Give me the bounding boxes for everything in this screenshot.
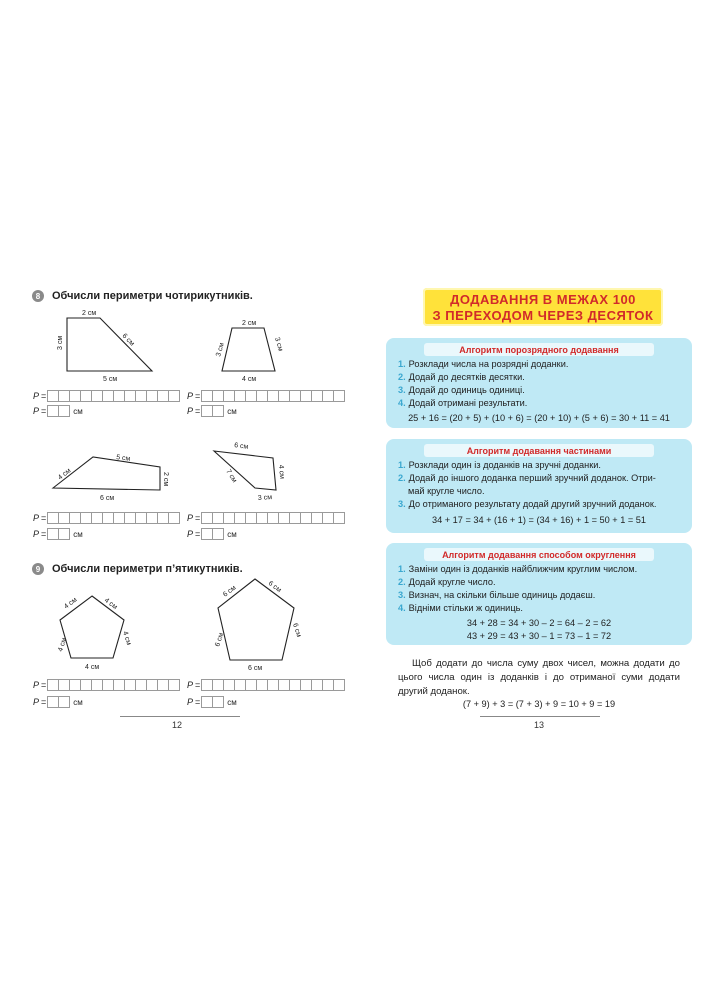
answer-cells[interactable] [47, 390, 179, 402]
fig6-left-label: 6 см [214, 631, 226, 648]
answer-cells[interactable] [201, 696, 223, 708]
fig3-formula-answer: P = [33, 512, 179, 524]
fig5-formula-answer: P = [33, 679, 179, 691]
answer-cells[interactable] [47, 512, 179, 524]
fig1-top-label: 2 см [82, 310, 97, 317]
right-page [360, 0, 720, 1000]
page-number: 13 [534, 720, 545, 730]
answer-cells[interactable] [201, 679, 344, 691]
fig1-formula-answer: P = [33, 390, 179, 402]
panel-2-step-2: 2. Додай до іншого доданка перший зручний доданок. Отри- [398, 473, 656, 483]
fig2-formula-answer: P = [187, 390, 344, 402]
fig5-result-answer: P = см [33, 697, 83, 707]
task-9-text: Обчисли периметри п’ятикутників. [52, 563, 243, 575]
fig4-bottom-label: 3 см [257, 494, 273, 502]
panel-1-step-4: 4. Додай отримані результати. [398, 398, 528, 408]
fig2-left-label: 3 см [215, 342, 226, 358]
answer-cells[interactable] [201, 512, 344, 524]
title-line-2: З ПЕРЕХОДОМ ЧЕРЕЗ ДЕСЯТОК [432, 308, 654, 323]
fig4-right-label: 4 см [277, 464, 286, 480]
task-9-number: 9 [32, 563, 44, 575]
figure-4-quadrilateral [214, 451, 276, 490]
fig4-formula-answer: P = [187, 512, 344, 524]
fig5-top-right-label: 4 см [102, 597, 119, 612]
fig3-result-answer: P = см [33, 529, 83, 539]
fig6-right-label: 6 см [291, 622, 303, 639]
algorithm-panel-3 [386, 543, 692, 645]
fig1-slant-label: 6 см [120, 332, 136, 348]
fig5-left-label: 4 см [57, 636, 69, 653]
fig5-top-left-label: 4 см [62, 596, 79, 611]
figure-1-trapezoid [67, 318, 152, 371]
fig4-top-label: 6 см [233, 442, 249, 451]
fig5-bottom-label: 4 см [85, 664, 100, 671]
panel-3-step-4: 4. Відніми стільки ж одиниць. [398, 603, 523, 613]
panel-1-title: Алгоритм порозрядного додавання [459, 345, 619, 355]
answer-cells[interactable] [201, 528, 223, 540]
fig2-bottom-label: 4 см [242, 376, 257, 383]
panel-3-step-3: 3. Визнач, на скільки більше одиниць додаєш. [398, 590, 596, 600]
algorithm-panel-1 [386, 338, 692, 428]
fig6-top-left-label: 6 см [221, 584, 238, 599]
panel-1-formula: 25 + 16 = (20 + 5) + (10 + 6) = (20 + 10) + (5 + 6) = 30 + 11 = 41 [408, 413, 670, 423]
fig3-right-label: 2 см [162, 472, 169, 487]
footer-rule [120, 716, 240, 717]
figure-2-trapezoid [222, 328, 275, 371]
panel-2-step-1: 1. Розклади один із доданків на зручні доданки. [398, 460, 601, 470]
algorithm-panel-2 [386, 439, 692, 533]
panel-3-step-1: 1. Заміни один із доданків найближчим круглим числом. [398, 564, 638, 574]
footer-rule [480, 716, 600, 717]
fig3-left-label: 4 см [56, 467, 73, 482]
fig6-bottom-label: 6 см [248, 665, 263, 672]
panel-3-formula-2: 43 + 29 = 43 + 30 – 1 = 73 – 1 = 72 [466, 631, 612, 641]
answer-cells[interactable] [47, 528, 69, 540]
answer-cells[interactable] [201, 390, 344, 402]
answer-cells[interactable] [47, 405, 69, 417]
fig6-top-right-label: 6 см [266, 580, 283, 595]
task-9-heading [32, 563, 243, 575]
answer-cells[interactable] [47, 696, 69, 708]
title-banner [423, 288, 663, 326]
panel-3-title: Алгоритм додавання способом округлення [442, 550, 636, 560]
panel-2-formula: 34 + 17 = 34 + (16 + 1) = (34 + 16) + 1 = 50 + 1 = 51 [431, 515, 647, 525]
panel-1-step-3: 3. Додай до одиниць одиниці. [398, 385, 525, 395]
panel-2-title: Алгоритм додавання частинами [466, 446, 612, 456]
fig3-top-label: 5 см [115, 454, 131, 463]
rule-paragraph: Щоб додати до числа суму двох чисел, можна додати до цього числа один із доданків і до отриманої суми додати другий доданок. [398, 658, 680, 697]
panel-1-step-2: 2. Додай до десятків десятки. [398, 372, 525, 382]
answer-cells[interactable] [47, 679, 179, 691]
panel-3-formula-1: 34 + 28 = 34 + 30 – 2 = 64 – 2 = 62 [466, 618, 612, 628]
fig3-bottom-label: 6 см [100, 495, 115, 502]
fig6-result-answer: P = см [187, 697, 237, 707]
fig4-left-label: 7 см [224, 468, 238, 485]
fig4-result-answer: P = см [187, 529, 237, 539]
final-formula: (7 + 9) + 3 = (7 + 3) + 9 = 10 + 9 = 19 [462, 699, 616, 709]
panel-1-step-1: 1. Розклади числа на розрядні доданки. [398, 359, 569, 369]
panel-2-step-3: 3. До отриманого результату додай другий зручний доданок. [398, 499, 657, 509]
fig1-result-answer: P = см [33, 406, 83, 416]
answer-cells[interactable] [201, 405, 223, 417]
fig5-right-label: 4 см [121, 630, 133, 647]
fig1-left-label: 3 см [57, 335, 64, 350]
panel-3-step-2: 2. Додай кругле число. [398, 577, 496, 587]
fig2-top-label: 2 см [242, 320, 257, 327]
fig1-bottom-label: 5 см [103, 376, 118, 383]
fig2-right-label: 3 см [273, 336, 284, 353]
page-number: 12 [172, 720, 183, 730]
title-line-1: ДОДАВАННЯ В МЕЖАХ 100 [450, 292, 636, 307]
fig2-result-answer: P = см [187, 406, 237, 416]
task-8-number: 8 [32, 290, 44, 302]
task-8-text: Обчисли периметри чотирикутників. [52, 290, 253, 302]
panel-2-step-2-cont: май кругле число. [408, 486, 485, 496]
fig6-formula-answer: P = [187, 679, 344, 691]
